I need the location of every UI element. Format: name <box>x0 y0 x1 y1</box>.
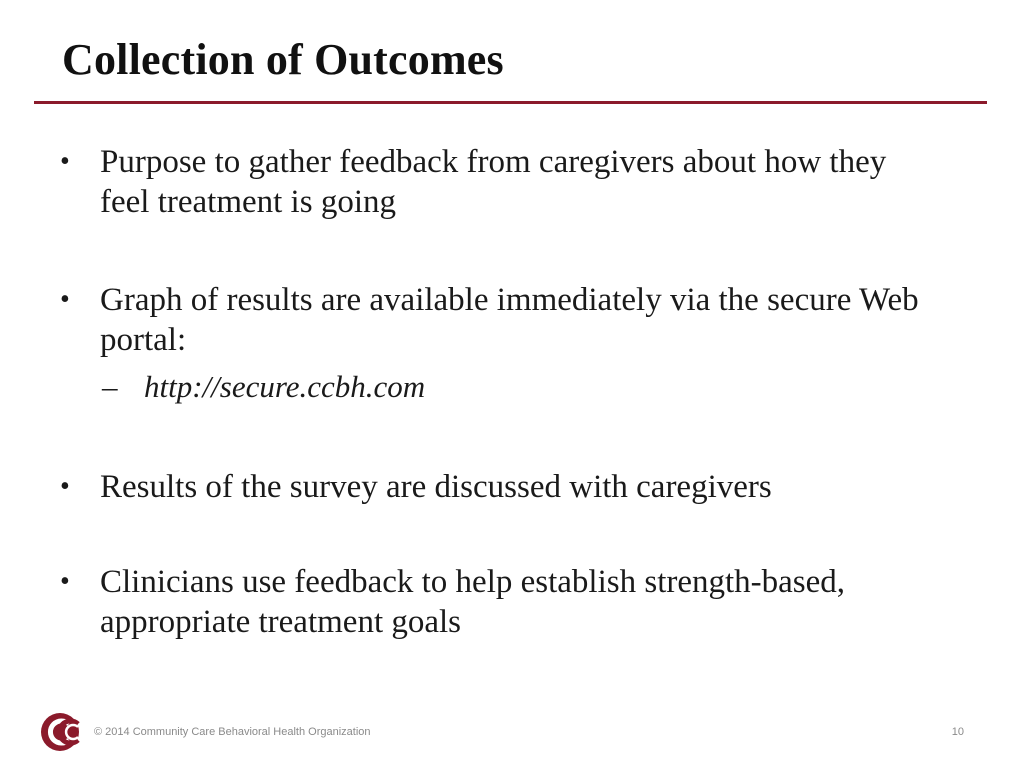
copyright-text: © 2014 Community Care Behavioral Health Organization <box>94 726 371 738</box>
bullet-text: Clinicians use feedback to help establish strength-based, appropriate treatment goals <box>100 564 846 640</box>
bullet-marker: • <box>60 471 70 502</box>
title-divider <box>34 101 987 104</box>
page-number: 10 <box>951 726 964 738</box>
bullet-text: Purpose to gather feedback from caregivers about how they feel treatment is going <box>100 144 887 220</box>
slide-title: Collection of Outcomes <box>62 35 504 84</box>
bullet-marker: • <box>60 146 70 177</box>
slide-footer <box>0 712 1024 752</box>
bullet-marker: • <box>60 566 70 597</box>
bullet-text: Results of the survey are discussed with caregivers <box>100 469 772 505</box>
portal-link[interactable]: http://secure.ccbh.com <box>144 369 426 404</box>
bullet-marker: • <box>60 284 70 315</box>
community-care-logo-icon <box>40 712 84 752</box>
bullet-text: Graph of results are available immediately via the secure Web portal: <box>100 282 919 358</box>
sub-bullet-marker: – <box>102 369 118 404</box>
